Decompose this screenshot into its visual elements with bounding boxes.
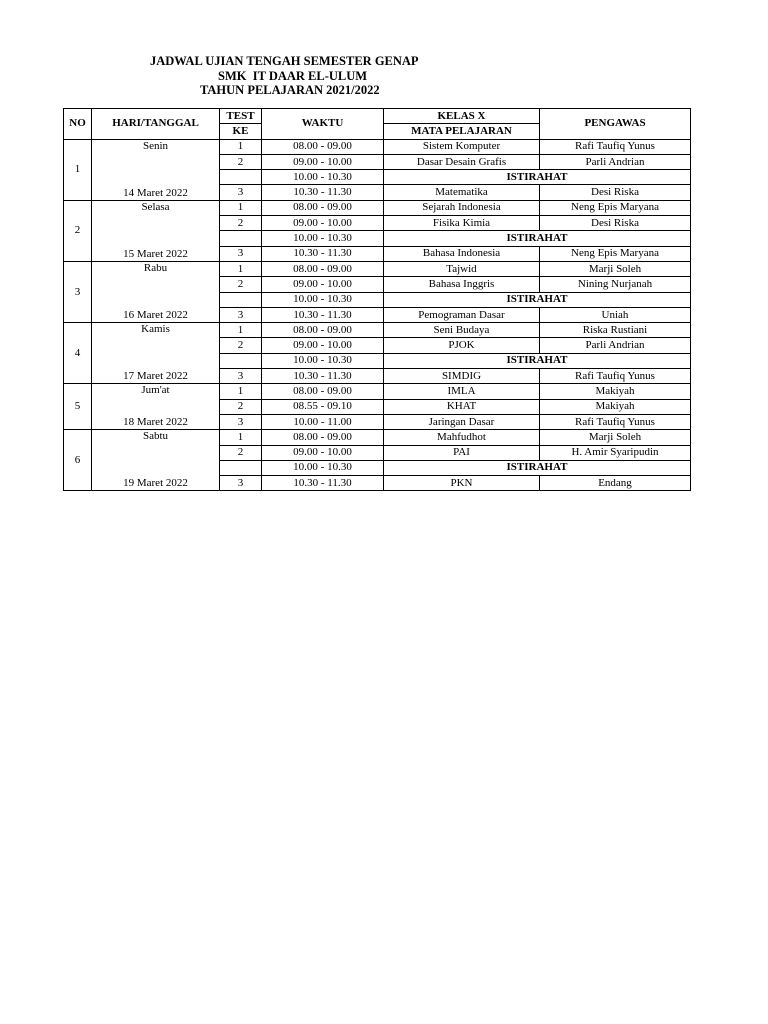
exam-time: 08.00 - 09.00 — [262, 430, 384, 445]
subject-name: SIMDIG — [384, 369, 540, 384]
test-number — [220, 231, 262, 246]
test-number — [220, 170, 262, 185]
exam-time: 10.00 - 10.30 — [262, 231, 384, 246]
proctor-name: Rafi Taufiq Yunus — [540, 369, 691, 384]
proctor-name: Riska Rustiani — [540, 323, 691, 338]
proctor-name: Makiyah — [540, 399, 691, 414]
test-number: 3 — [220, 414, 262, 429]
header-mata-pelajaran: MATA PELAJARAN — [384, 124, 540, 139]
test-number: 2 — [220, 277, 262, 292]
table-header — [64, 109, 691, 140]
test-number: 1 — [220, 384, 262, 399]
day-number: 5 — [64, 384, 92, 430]
exam-time: 08.00 - 09.00 — [262, 384, 384, 399]
exam-time: 09.00 - 10.00 — [262, 154, 384, 169]
title-line-1: JADWAL UJIAN TENGAH SEMESTER GENAP — [150, 54, 419, 68]
table-row — [64, 384, 691, 399]
day-number: 6 — [64, 430, 92, 491]
exam-date: 18 Maret 2022 — [123, 416, 188, 429]
exam-time: 08.00 - 09.00 — [262, 323, 384, 338]
exam-time: 08.00 - 09.00 — [262, 200, 384, 215]
test-number: 2 — [220, 216, 262, 231]
test-number: 1 — [220, 430, 262, 445]
break-label: ISTIRAHAT — [384, 353, 691, 368]
day-date-cell — [92, 384, 220, 430]
exam-time: 10.00 - 11.00 — [262, 414, 384, 429]
day-name: Selasa — [141, 200, 170, 213]
exam-time: 08.55 - 09.10 — [262, 399, 384, 414]
day-date-cell — [92, 430, 220, 491]
subject-name: Mahfudhot — [384, 430, 540, 445]
exam-time: 08.00 - 09.00 — [262, 139, 384, 154]
break-label: ISTIRAHAT — [384, 231, 691, 246]
day-number: 2 — [64, 200, 92, 261]
table-row — [64, 139, 691, 154]
table-row — [64, 323, 691, 338]
exam-date: 15 Maret 2022 — [123, 247, 188, 260]
title-line-2: SMK IT DAAR EL-ULUM — [218, 68, 368, 83]
exam-time: 09.00 - 10.00 — [262, 277, 384, 292]
proctor-name: Makiyah — [540, 384, 691, 399]
test-number — [220, 353, 262, 368]
exam-time: 10.00 - 10.30 — [262, 170, 384, 185]
table-row — [64, 200, 691, 215]
proctor-name: Rafi Taufiq Yunus — [540, 414, 691, 429]
exam-time: 10.30 - 11.30 — [262, 476, 384, 491]
day-number: 3 — [64, 261, 92, 322]
proctor-name: Desi Riska — [540, 216, 691, 231]
subject-name: Pemograman Dasar — [384, 307, 540, 322]
day-number: 4 — [64, 323, 92, 384]
exam-date: 16 Maret 2022 — [123, 309, 188, 322]
header-ke: KE — [220, 124, 262, 139]
proctor-name: Neng Epis Maryana — [540, 246, 691, 261]
exam-time: 10.30 - 11.30 — [262, 185, 384, 200]
subject-name: IMLA — [384, 384, 540, 399]
day-number: 1 — [64, 139, 92, 200]
test-number: 3 — [220, 246, 262, 261]
subject-name: KHAT — [384, 399, 540, 414]
test-number: 2 — [220, 445, 262, 460]
exam-time: 08.00 - 09.00 — [262, 261, 384, 276]
test-number: 1 — [220, 139, 262, 154]
subject-name: PJOK — [384, 338, 540, 353]
test-number: 1 — [220, 323, 262, 338]
test-number: 3 — [220, 369, 262, 384]
test-number: 3 — [220, 307, 262, 322]
exam-date: 14 Maret 2022 — [123, 186, 188, 199]
header-pengawas: PENGAWAS — [540, 109, 691, 140]
subject-name: Seni Budaya — [384, 323, 540, 338]
test-number: 2 — [220, 338, 262, 353]
test-number: 2 — [220, 399, 262, 414]
day-name: Jum'at — [141, 384, 170, 397]
table-body — [64, 139, 691, 491]
proctor-name: Rafi Taufiq Yunus — [540, 139, 691, 154]
test-number — [220, 460, 262, 475]
title-line-3: TAHUN PELAJARAN 2021/2022 — [200, 83, 380, 97]
subject-name: Jaringan Dasar — [384, 414, 540, 429]
exam-time: 10.30 - 11.30 — [262, 369, 384, 384]
exam-time: 10.00 - 10.30 — [262, 460, 384, 475]
subject-name: Matematika — [384, 185, 540, 200]
proctor-name: Neng Epis Maryana — [540, 200, 691, 215]
proctor-name: Uniah — [540, 307, 691, 322]
subject-name: Bahasa Indonesia — [384, 246, 540, 261]
table-row — [64, 261, 691, 276]
proctor-name: Parli Andrian — [540, 338, 691, 353]
day-name: Senin — [142, 139, 169, 152]
day-name: Sabtu — [142, 430, 169, 443]
day-date-cell — [92, 323, 220, 384]
subject-name: PKN — [384, 476, 540, 491]
exam-time: 10.00 - 10.30 — [262, 292, 384, 307]
exam-time: 09.00 - 10.00 — [262, 338, 384, 353]
exam-time: 09.00 - 10.00 — [262, 445, 384, 460]
subject-name: PAI — [384, 445, 540, 460]
test-number: 1 — [220, 261, 262, 276]
header-no: NO — [64, 109, 92, 140]
test-number — [220, 292, 262, 307]
proctor-name: Marji Soleh — [540, 261, 691, 276]
subject-name: Sejarah Indonesia — [384, 200, 540, 215]
exam-date: 19 Maret 2022 — [123, 477, 188, 490]
exam-time: 09.00 - 10.00 — [262, 216, 384, 231]
exam-time: 10.00 - 10.30 — [262, 353, 384, 368]
day-name: Kamis — [141, 323, 170, 336]
proctor-name: Nining Nurjanah — [540, 277, 691, 292]
subject-name: Tajwid — [384, 261, 540, 276]
table-row — [64, 430, 691, 445]
exam-time: 10.30 - 11.30 — [262, 246, 384, 261]
exam-date: 17 Maret 2022 — [123, 370, 188, 383]
proctor-name: Parli Andrian — [540, 154, 691, 169]
subject-name: Bahasa Inggris — [384, 277, 540, 292]
test-number: 3 — [220, 476, 262, 491]
test-number: 2 — [220, 154, 262, 169]
break-label: ISTIRAHAT — [384, 292, 691, 307]
test-number: 1 — [220, 200, 262, 215]
header-waktu: WAKTU — [262, 109, 384, 140]
proctor-name: Desi Riska — [540, 185, 691, 200]
proctor-name: Endang — [540, 476, 691, 491]
test-number: 3 — [220, 185, 262, 200]
proctor-name: H. Amir Syaripudin — [540, 445, 691, 460]
break-label: ISTIRAHAT — [384, 170, 691, 185]
exam-time: 10.30 - 11.30 — [262, 307, 384, 322]
break-label: ISTIRAHAT — [384, 460, 691, 475]
proctor-name: Marji Soleh — [540, 430, 691, 445]
subject-name: Dasar Desain Grafis — [384, 154, 540, 169]
header-test: TEST — [220, 109, 262, 124]
day-date-cell — [92, 200, 220, 261]
header-kelas: KELAS X — [384, 109, 540, 124]
day-name: Rabu — [143, 261, 168, 274]
day-date-cell — [92, 139, 220, 200]
exam-schedule-table — [63, 108, 691, 491]
day-date-cell — [92, 261, 220, 322]
header-hari-tanggal: HARI/TANGGAL — [92, 109, 220, 140]
subject-name: Fisika Kimia — [384, 216, 540, 231]
document-title — [150, 54, 419, 98]
subject-name: Sistem Komputer — [384, 139, 540, 154]
